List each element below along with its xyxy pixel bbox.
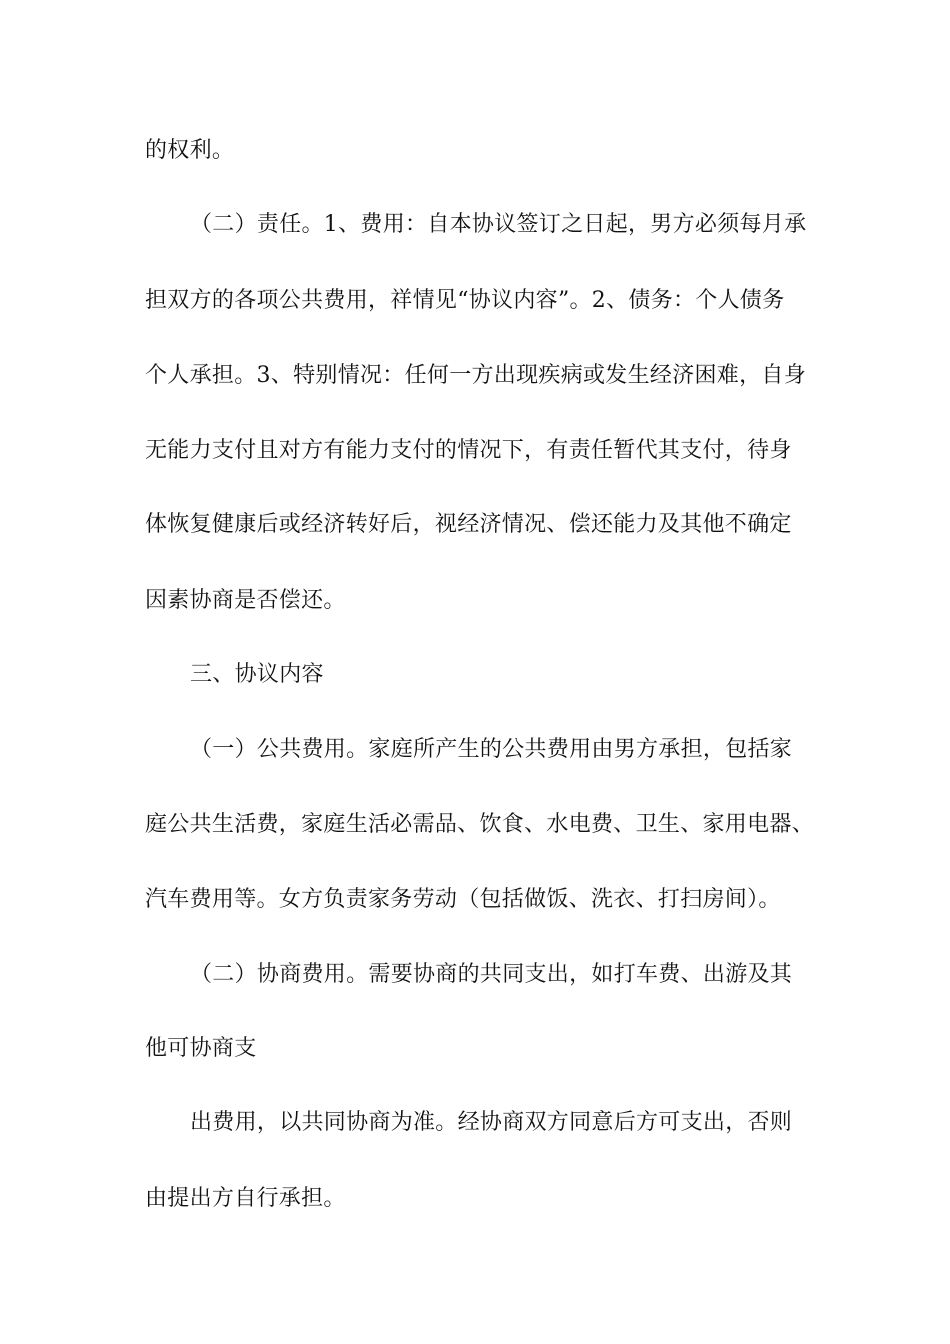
text-line: 的权利。 — [145, 138, 235, 163]
text-line: 由提出方自行承担。 — [145, 1186, 346, 1211]
text-line: 他可协商支 — [145, 1036, 257, 1061]
paragraph-first-line: （一）公共费用。家庭所产生的公共费用由男方承担，包括家 — [190, 737, 793, 762]
text-line: 汽车费用等。女方负责家务劳动（包括做饭、洗衣、打扫房间）。 — [145, 887, 781, 912]
text-line: 体恢复健康后或经济转好后，视经济情况、偿还能力及其他不确定 — [145, 512, 792, 537]
text-line: 无能力支付且对方有能力支付的情况下，有责任暂代其支付，待身 — [145, 438, 792, 463]
text-line: 担双方的各项公共费用，祥情见“协议内容”。2、债务：个人债务 — [145, 288, 785, 313]
paragraph-first-line: （二）责任。1、费用：自本协议签订之日起，男方必须每月承 — [190, 212, 807, 237]
text-line: 个人承担。3、特别情况：任何一方出现疾病或发生经济困难，自身 — [145, 363, 806, 388]
text-line: 庭公共生活费，家庭生活必需品、饮食、水电费、卫生、家用电器、 — [145, 812, 815, 837]
text-line: 因素协商是否偿还。 — [145, 588, 346, 613]
paragraph-first-line: 出费用，以共同协商为准。经协商双方同意后方可支出，否则 — [190, 1110, 793, 1135]
paragraph-first-line: （二）协商费用。需要协商的共同支出，如打车费、出游及其 — [190, 962, 793, 987]
section-heading: 三、协议内容 — [190, 662, 324, 687]
